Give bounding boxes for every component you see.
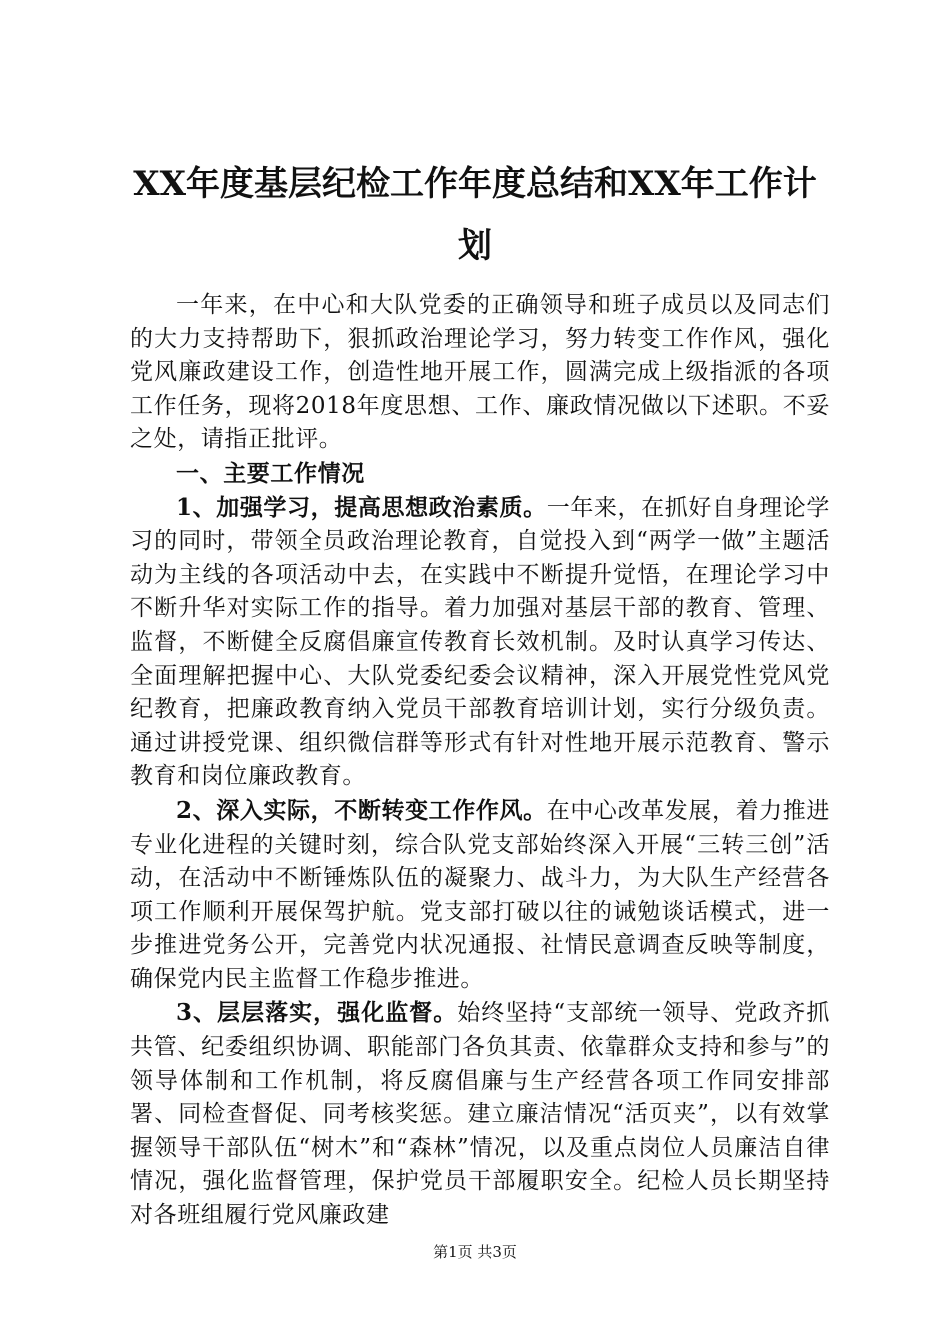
item-text-1: 一年来，在抓好自身理论学习的同时，带领全员政治理论教育，自觉投入到“两学一做”主题活动为主线的各项活动中去，在实践中不断提升觉悟，在理论学习中不断升华对实际工作的指导。着力加强对基层干部的教育、管理、监督，不断健全反腐倡廉宣传教育长效机制。及时认真学习传达、全面理解把握中心、大队党委纪委会议精神，深入开展党性党风党纪教育，把廉政教育纳入党员干部教育培训计划，实行分级负责。通过讲授党课、组织微信群等形式有针对性地开展示范教育、警示教育和岗位廉政教育。 <box>130 494 830 790</box>
section-heading: 一、主要工作情况 <box>176 459 365 487</box>
document-body <box>130 289 830 1233</box>
document-title-line-1: XX年度基层纪检工作年度总结和XX年工作计 <box>133 164 817 204</box>
intro-paragraph: 一年来，在中心和大队党委的正确领导和班子成员以及同志们的大力支持帮助下，狠抓政治理论学习，努力转变工作作风，强化党风廉政建设工作，创造性地开展工作，圆满完成上级指派的各项工作任务，现将2018年度思想、工作、廉政情况做以下述职。不妥之处，请指正批评。 <box>130 292 830 453</box>
document-title-line-2: 划 <box>458 226 492 266</box>
item-paragraph-2 <box>130 794 830 997</box>
item-paragraph-3 <box>130 996 830 1232</box>
item-lead-2: 2、深入实际，不断转变工作作风。 <box>176 796 547 824</box>
page-footer: 第1页 共3页 <box>433 1243 517 1261</box>
item-lead-3: 3、层层落实，强化监督。 <box>176 999 458 1027</box>
item-text-2: 在中心改革发展，着力推进专业化进程的关键时刻，综合队党支部始终深入开展“三转三创”活动，在活动中不断锤炼队伍的凝聚力、战斗力，为大队生产经营各项工作顺利开展保驾护航。党支部打破以往的诫勉谈话模式，进一步推进党务公开，完善党内状况通报、社情民意调查反映等制度，确保党内民主监督工作稳步推进。 <box>130 797 830 992</box>
item-text-3: 始终坚持“支部统一领导、党政齐抓共管、纪委组织协调、职能部门各负其责、依靠群众支持和参与”的领导体制和工作机制，将反腐倡廉与生产经营各项工作同安排部署、同检查督促、同考核奖惩。建立廉洁情况“活页夹”，以有效掌握领导干部队伍“树木”和“森林”情况，以及重点岗位人员廉洁自律情况，强化监督管理，保护党员干部履职安全。纪检人员长期坚持对各班组履行党风廉政建 <box>130 1000 830 1229</box>
item-paragraph-1 <box>130 491 830 794</box>
item-lead-1: 1、加强学习，提高思想政治素质。 <box>176 493 547 521</box>
